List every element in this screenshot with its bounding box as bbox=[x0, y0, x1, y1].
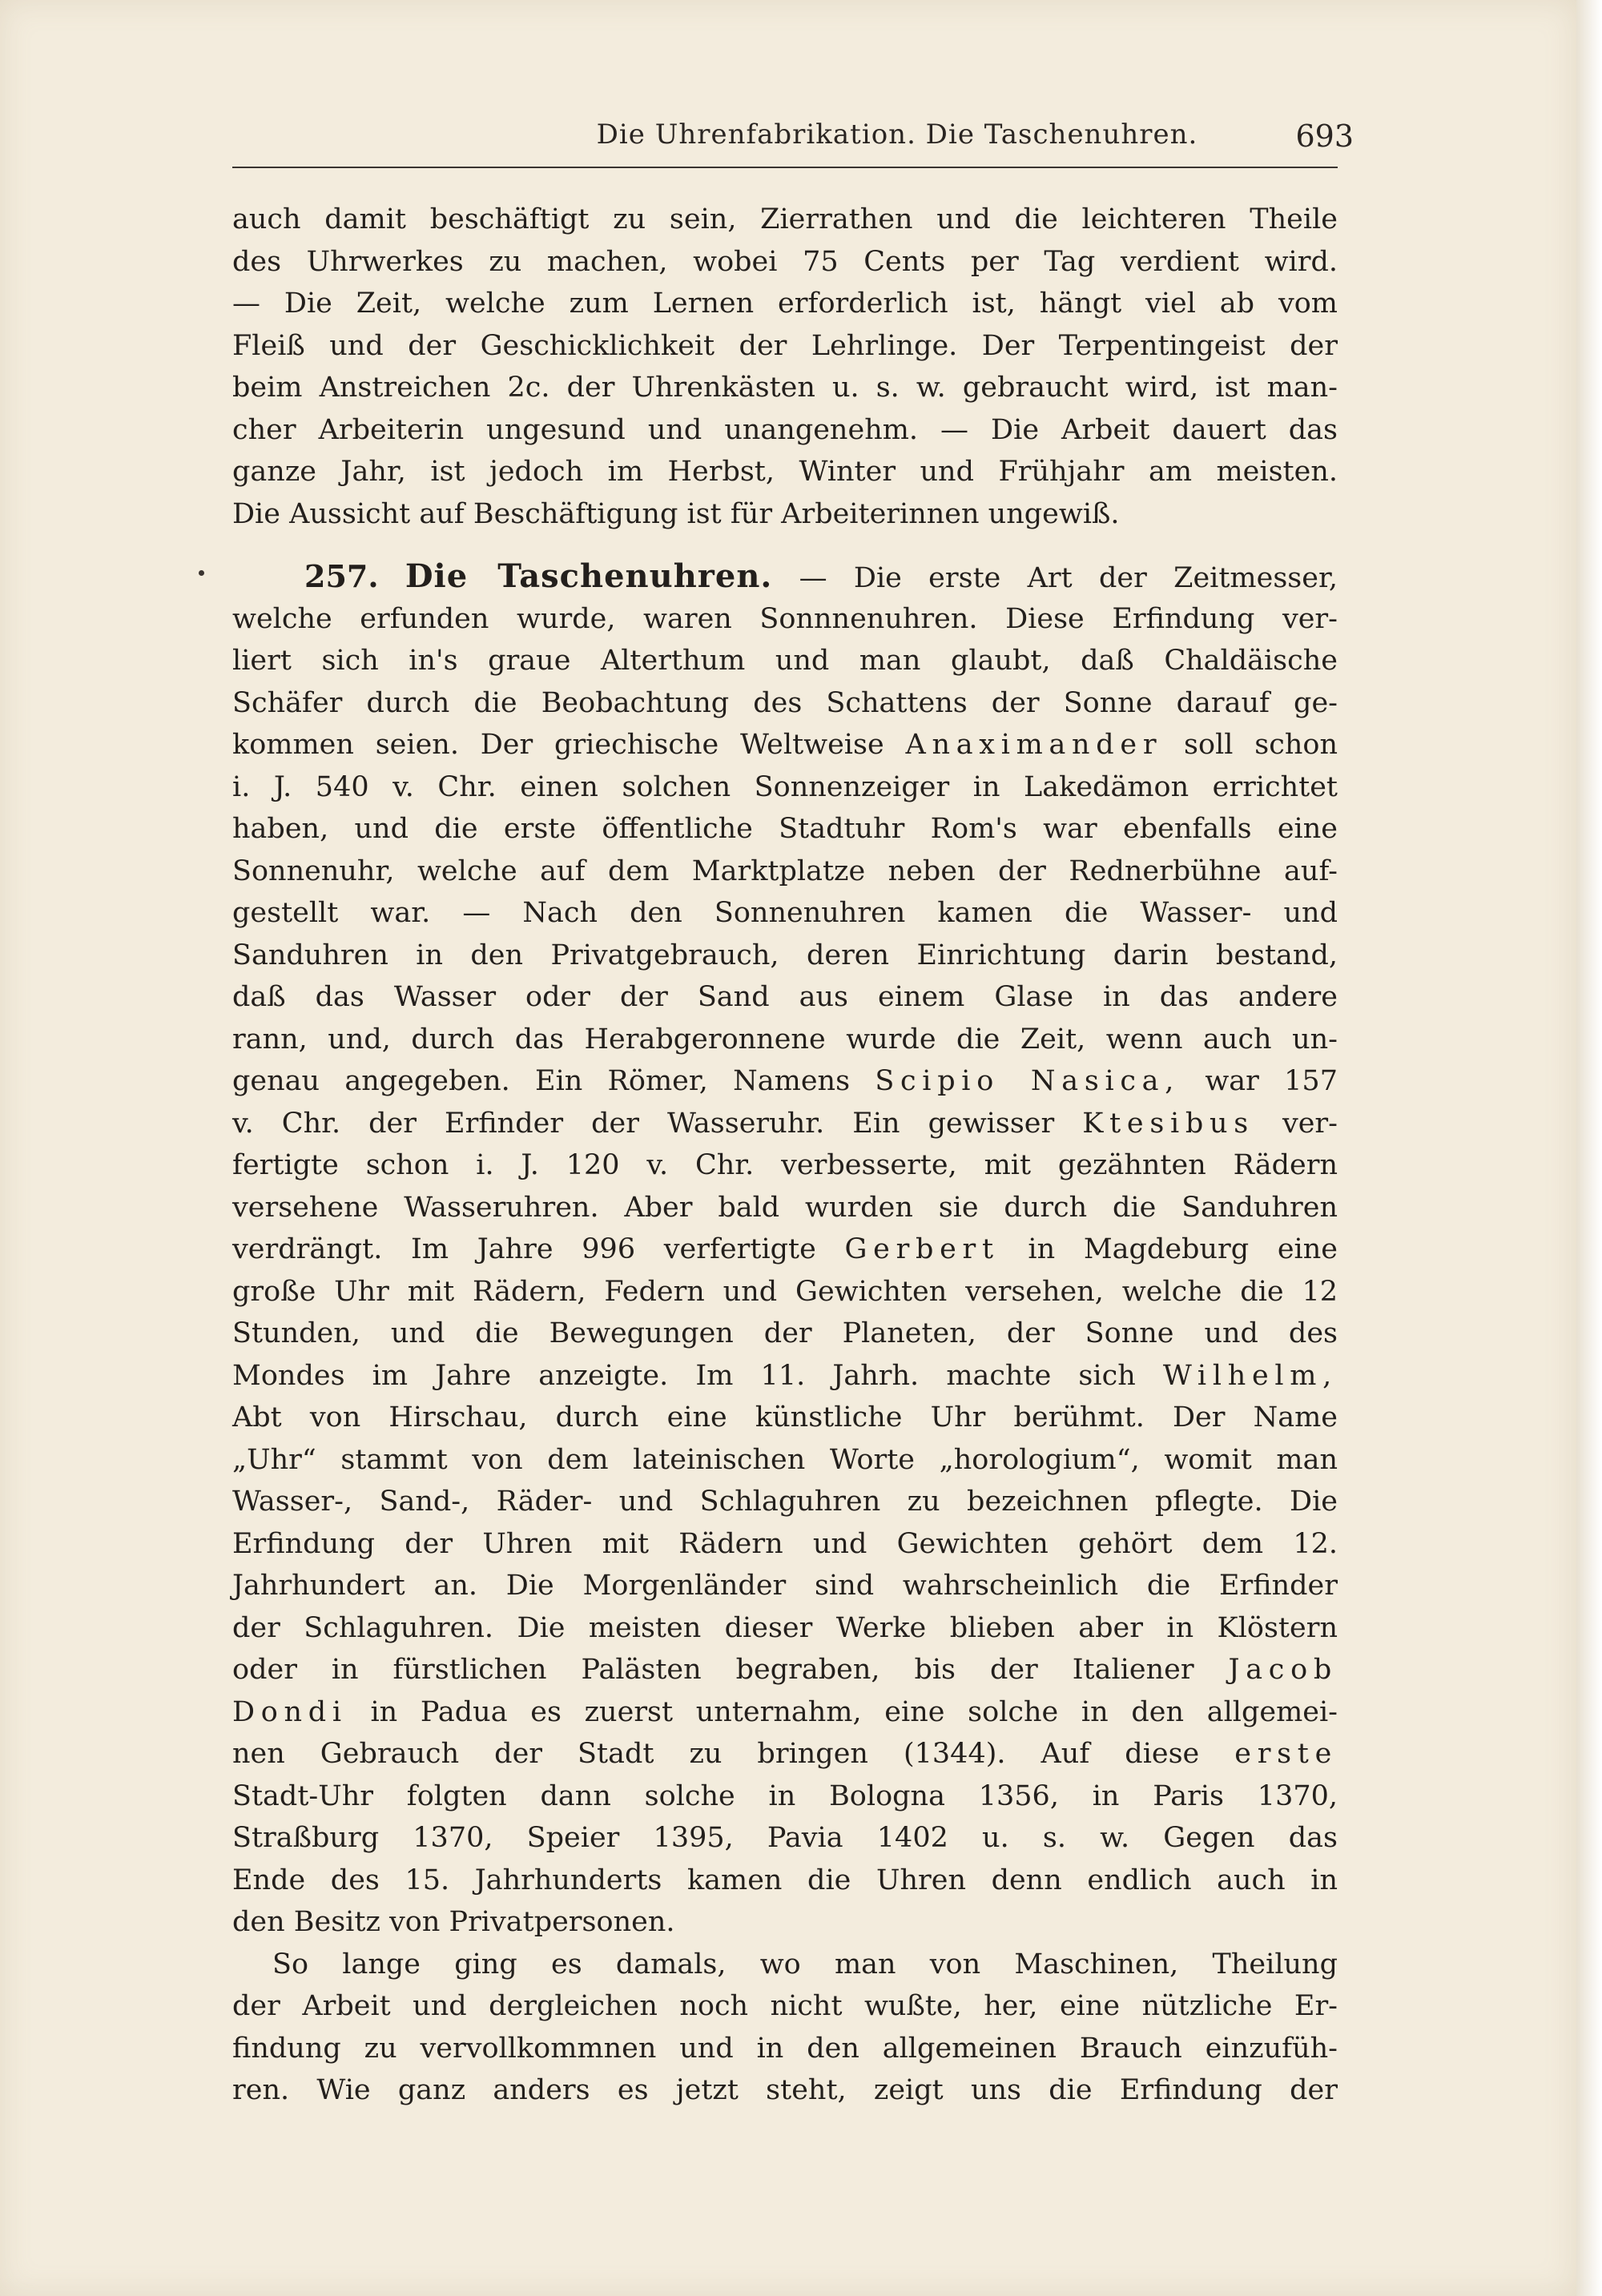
text-line: findung zu vervollkommnen und in den allgemeinen Brauch einzufüh- bbox=[232, 2032, 1338, 2065]
name-span: Scipio Nasica, bbox=[875, 1065, 1181, 1097]
text-span: genau angegeben. Ein Römer, Namens bbox=[232, 1065, 851, 1097]
text-line: große Uhr mit Rädern, Federn und Gewichten versehen, welche die 12 bbox=[232, 1275, 1338, 1308]
text-line: versehene Wasseruhren. Aber bald wurden sie durch die Sanduhren bbox=[232, 1191, 1338, 1224]
text-line: „Uhr“ stammt von dem lateinischen Worte „horologium“, womit man bbox=[232, 1443, 1338, 1476]
name-span: Dondi bbox=[232, 1695, 348, 1728]
text-line: Schäfer durch die Beobachtung des Schattens der Sonne darauf ge- bbox=[232, 686, 1338, 719]
header-rule bbox=[232, 167, 1338, 168]
text-line: des Uhrwerkes zu machen, wobei 75 Cents per Tag verdient wird. bbox=[232, 245, 1338, 278]
section-gap bbox=[232, 535, 1338, 556]
text-line: Ende des 15. Jahrhunderts kamen die Uhren denn endlich auch in bbox=[232, 1864, 1338, 1896]
text-line: Die Aussicht auf Beschäftigung ist für Arbeiterinnen ungewiß. bbox=[232, 497, 1120, 530]
section-heading-line bbox=[232, 556, 1338, 598]
margin-dot bbox=[199, 570, 204, 576]
text-line: Stunden, und die Bewegungen der Planeten, der Sonne und des bbox=[232, 1317, 1338, 1349]
text-line: Sonnenuhr, welche auf dem Marktplatze neben der Rednerbühne auf- bbox=[232, 854, 1338, 887]
text-line bbox=[232, 1733, 1338, 1775]
text-line bbox=[232, 1060, 1338, 1103]
name-span: Ktesibus bbox=[1082, 1107, 1254, 1140]
name-span: Wilhelm, bbox=[1162, 1359, 1338, 1392]
text-line: Erfindung der Uhren mit Rädern und Gewichten gehört dem 12. bbox=[232, 1527, 1338, 1560]
text-span: kommen seien. Der griechische Weltweise bbox=[232, 729, 884, 761]
text-span: in Padua es zuerst unternahm, eine solche in den allgemei- bbox=[370, 1695, 1338, 1728]
text-line: Jahrhundert an. Die Morgenländer sind wahrscheinlich die Erfinder bbox=[232, 1570, 1338, 1602]
text-line: cher Arbeiterin ungesund und unangenehm. — Die Arbeit dauert das bbox=[232, 413, 1338, 446]
text-line bbox=[232, 1649, 1338, 1691]
text-line bbox=[232, 1228, 1338, 1271]
emphasis-span: erste bbox=[1234, 1738, 1338, 1770]
text-line: rann, und, durch das Herabgeronnene wurde die Zeit, wenn auch un- bbox=[232, 1023, 1338, 1056]
text-line: auch damit beschäftigt zu sein, Zierrathen und die leichteren Theile bbox=[232, 203, 1338, 235]
text-line: Straßburg 1370, Speier 1395, Pavia 1402 u. s. w. Gegen das bbox=[232, 1822, 1338, 1854]
text-span: war 157 bbox=[1205, 1065, 1338, 1097]
text-line: liert sich in's graue Alterthum und man glaubt, daß Chaldäische bbox=[232, 645, 1338, 677]
text-line: So lange ging es damals, wo man von Maschinen, Theilung bbox=[272, 1948, 1338, 1980]
running-header-title: Die Uhrenfabrikation. Die Taschenuhren. bbox=[596, 119, 1198, 151]
text-line: fertigte schon i. J. 120 v. Chr. verbesserte, mit gezähnten Rädern bbox=[232, 1149, 1338, 1181]
text-line: Fleiß und der Geschicklichkeit der Lehrlinge. Der Terpentingeist der bbox=[232, 329, 1338, 362]
section-number: 257. bbox=[304, 558, 379, 594]
text-span: in Magdeburg eine bbox=[1028, 1233, 1338, 1265]
text-line: welche erfunden wurde, waren Sonnnenuhren. Diese Erfindung ver- bbox=[232, 602, 1338, 635]
text-span: nen Gebrauch der Stadt zu bringen (1344). Auf diese bbox=[232, 1738, 1200, 1770]
running-header bbox=[232, 119, 1354, 167]
text-line: Stadt-Uhr folgten dann solche in Bologna 1356, in Paris 1370, bbox=[232, 1779, 1338, 1812]
text-line: Sanduhren in den Privatgebrauch, deren Einrichtung darin bestand, bbox=[232, 939, 1338, 971]
text-line: haben, und die erste öffentliche Stadtuhr Rom's war ebenfalls eine bbox=[232, 813, 1338, 845]
page-number: 693 bbox=[1295, 119, 1354, 154]
text-line: der Schlaguhren. Die meisten dieser Werke blieben aber in Klöstern bbox=[232, 1611, 1338, 1644]
section-title: Die Taschenuhren. bbox=[405, 557, 773, 595]
text-span: Mondes im Jahre anzeigte. Im 11. Jahrh. machte sich bbox=[232, 1359, 1136, 1392]
text-line: ren. Wie ganz anders es jetzt steht, zeigt uns die Erfindung der bbox=[232, 2074, 1338, 2106]
text-line: Wasser-, Sand-, Räder- und Schlaguhren zu bezeichnen pflegte. Die bbox=[232, 1486, 1338, 1518]
name-span: Gerbert bbox=[844, 1233, 1000, 1265]
page-edge bbox=[1576, 0, 1602, 2296]
text-line: beim Anstreichen 2c. der Uhrenkästen u. s. w. gebraucht wird, ist man- bbox=[232, 372, 1338, 404]
text-line: den Besitz von Privatpersonen. bbox=[232, 1906, 675, 1938]
body-text bbox=[232, 199, 1338, 2112]
text-span: v. Chr. der Erfinder der Wasseruhr. Ein gewisser bbox=[232, 1107, 1055, 1140]
name-span: Anaximander bbox=[905, 729, 1163, 761]
text-line bbox=[232, 1355, 1338, 1397]
text-line: ganze Jahr, ist jedoch im Herbst, Winter und Frühjahr am meisten. bbox=[232, 456, 1338, 488]
text-line bbox=[232, 1691, 1338, 1734]
text-line: i. J. 540 v. Chr. einen solchen Sonnenzeiger in Lakedämon errichtet bbox=[232, 770, 1338, 803]
text-line: gestellt war. — Nach den Sonnenuhren kamen die Wasser- und bbox=[232, 897, 1338, 929]
text-span: oder in fürstlichen Palästen begraben, bis der Italiener bbox=[232, 1654, 1194, 1686]
text-line: — Die Zeit, welche zum Lernen erforderlich ist, hängt viel ab vom bbox=[232, 288, 1338, 320]
text-line bbox=[232, 1103, 1338, 1145]
text-line: Abt von Hirschau, durch eine künstliche Uhr berühmt. Der Name bbox=[232, 1401, 1338, 1433]
text-span: — Die erste Art der Zeitmesser, bbox=[799, 562, 1338, 594]
text-line bbox=[232, 724, 1338, 766]
text-line: der Arbeit und dergleichen noch nicht wußte, her, eine nützliche Er- bbox=[232, 1990, 1338, 2022]
name-span: Jacob bbox=[1228, 1654, 1338, 1686]
text-span: verdrängt. Im Jahre 996 verfertigte bbox=[232, 1233, 816, 1265]
text-span: ver- bbox=[1282, 1107, 1338, 1140]
text-span: soll schon bbox=[1184, 729, 1338, 761]
text-line: daß das Wasser oder der Sand aus einem Glase in das andere bbox=[232, 981, 1338, 1013]
